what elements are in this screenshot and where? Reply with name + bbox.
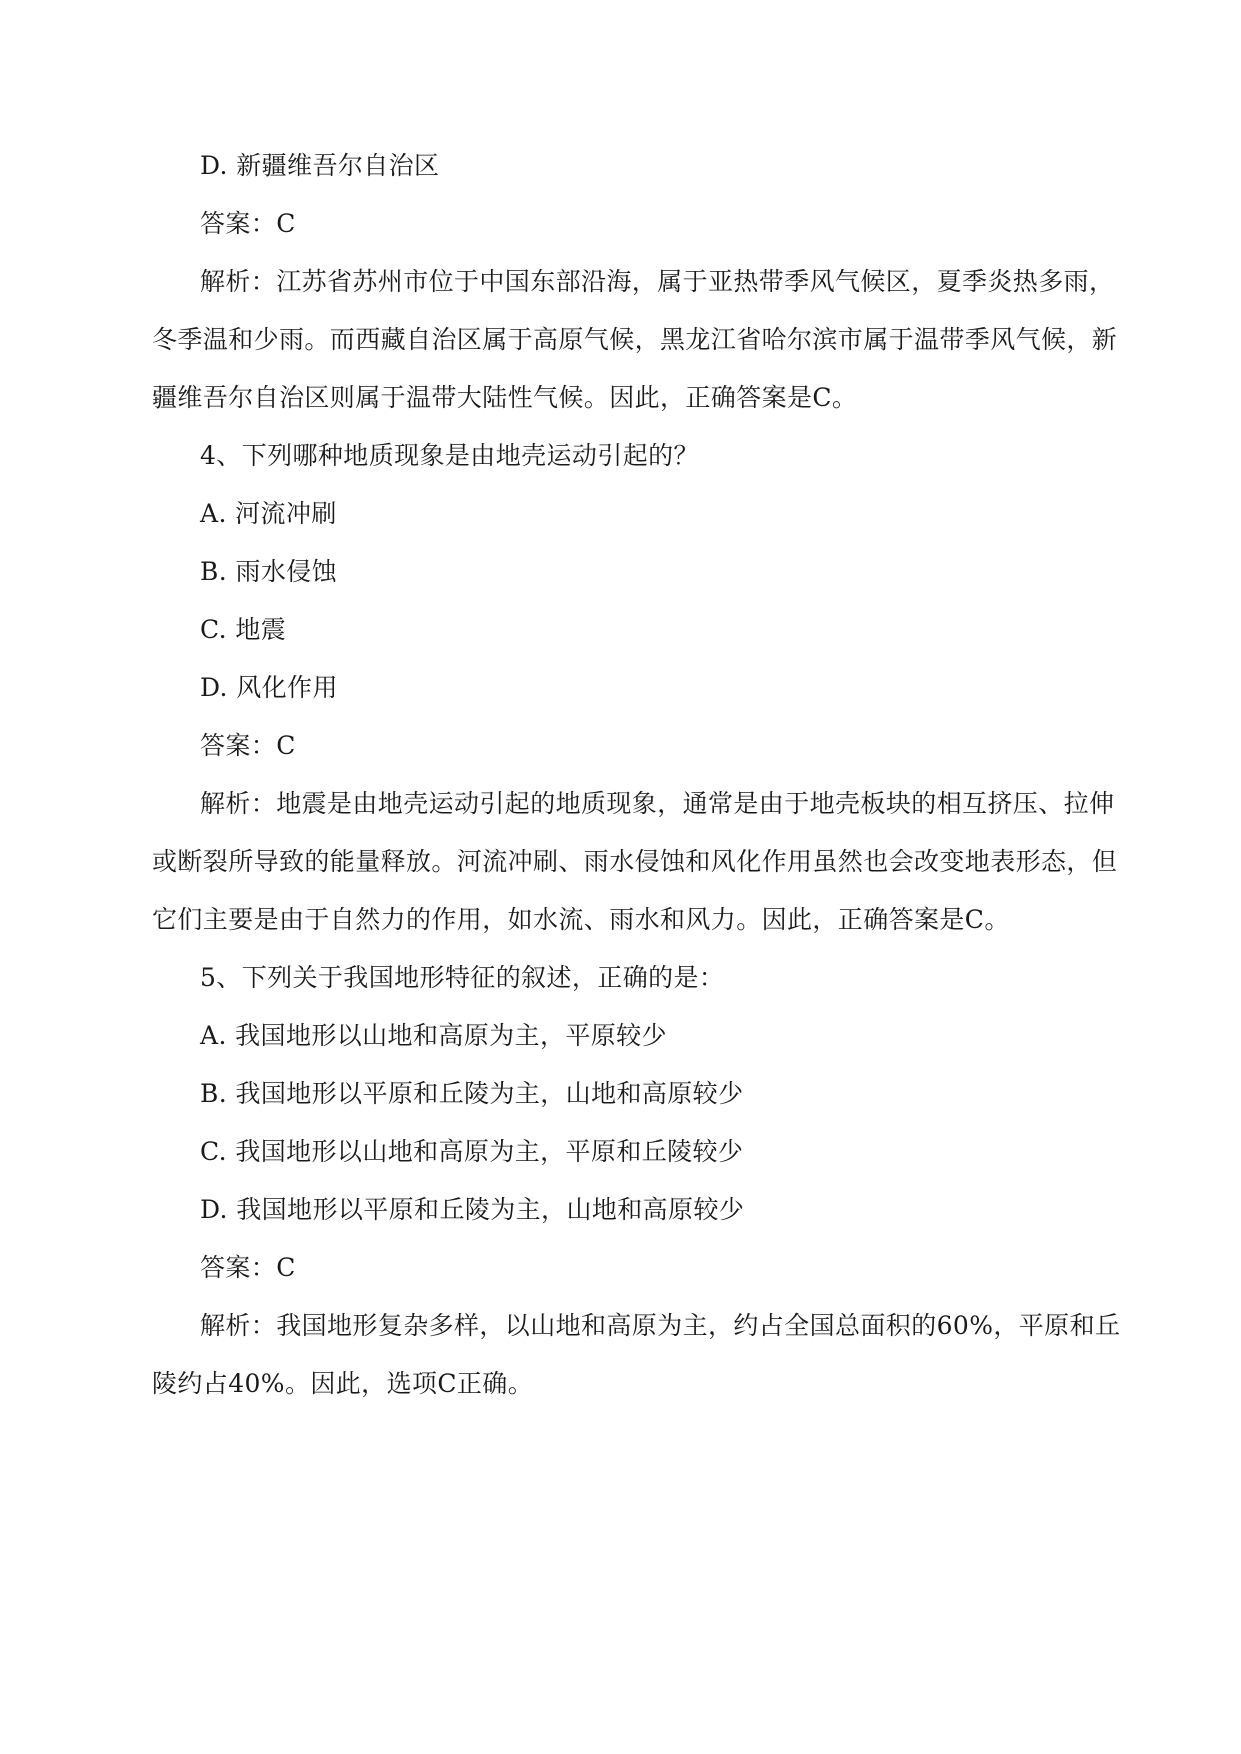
q4-analysis-line-1: 解析：地震是由地壳运动引起的地质现象，通常是由于地壳板块的相互挤压、拉伸: [200, 789, 1115, 818]
q4-option-a: A. 河流冲刷: [200, 499, 337, 528]
q5-option-b: B. 我国地形以平原和丘陵为主，山地和高原较少: [200, 1079, 744, 1108]
q3-analysis-line-2: 冬季温和少雨。而西藏自治区属于高原气候，黑龙江省哈尔滨市属于温带季风气候，新: [152, 325, 1118, 354]
q4-analysis-line-2: 或断裂所导致的能量释放。河流冲刷、雨水侵蚀和风化作用虽然也会改变地表形态，但: [152, 847, 1118, 876]
q5-option-a: A. 我国地形以山地和高原为主，平原较少: [200, 1021, 667, 1050]
q3-option-d: D. 新疆维吾尔自治区: [200, 151, 440, 180]
q4-question: 4、下列哪种地质现象是由地壳运动引起的？: [200, 441, 699, 470]
q4-answer: 答案：C: [200, 731, 296, 760]
q5-analysis-line-1: 解析：我国地形复杂多样，以山地和高原为主，约占全国总面积的60%，平原和丘: [200, 1311, 1121, 1340]
q3-answer: 答案：C: [200, 209, 296, 238]
q5-question: 5、下列关于我国地形特征的叙述，正确的是：: [200, 963, 725, 992]
q4-option-d: D. 风化作用: [200, 673, 338, 702]
q3-analysis-line-1: 解析：江苏省苏州市位于中国东部沿海，属于亚热带季风气候区，夏季炎热多雨，: [200, 267, 1115, 296]
q5-analysis-line-2: 陵约占40%。因此，选项C正确。: [152, 1369, 534, 1398]
q4-option-c: C. 地震: [200, 615, 287, 644]
q4-analysis-line-3: 它们主要是由于自然力的作用，如水流、雨水和风力。因此，正确答案是C。: [152, 905, 1010, 934]
q5-option-d: D. 我国地形以平原和丘陵为主，山地和高原较少: [200, 1195, 745, 1224]
q4-option-b: B. 雨水侵蚀: [200, 557, 338, 586]
q5-answer: 答案：C: [200, 1253, 296, 1282]
q3-analysis-line-3: 疆维吾尔自治区则属于温带大陆性气候。因此，正确答案是C。: [152, 383, 858, 412]
q5-option-c: C. 我国地形以山地和高原为主，平原和丘陵较少: [200, 1137, 744, 1166]
